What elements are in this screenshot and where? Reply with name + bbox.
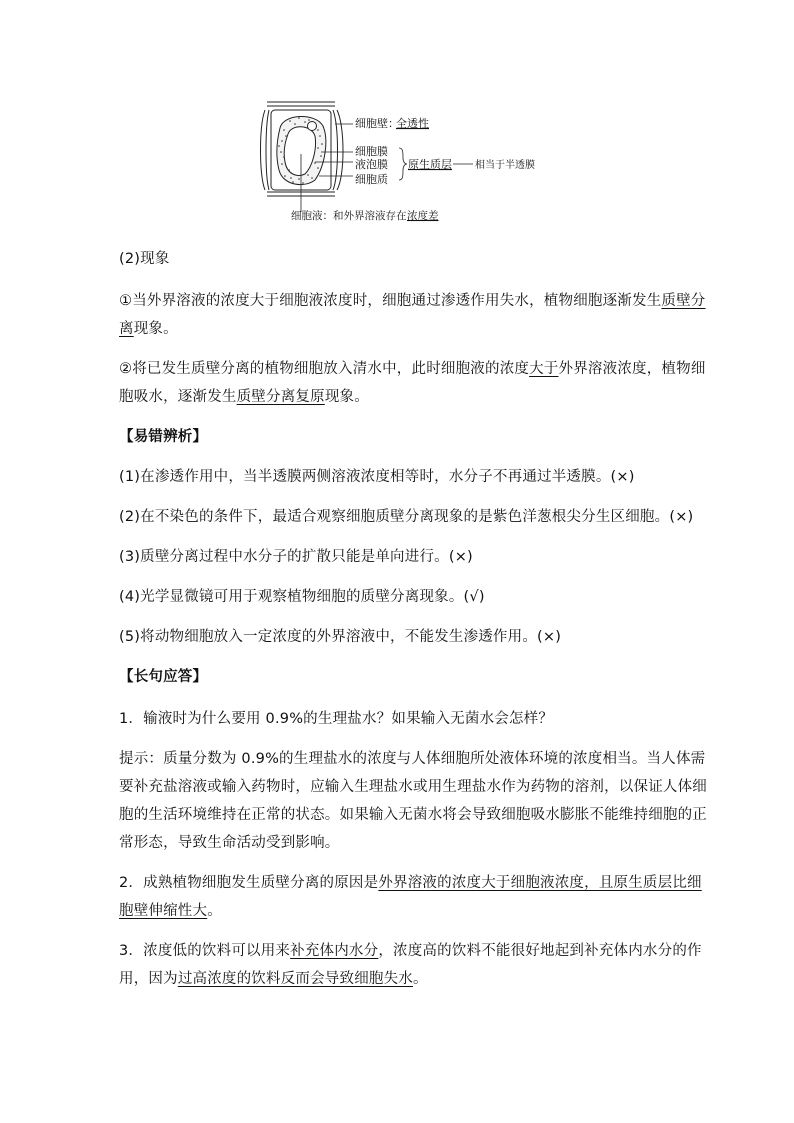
- question-2-answer-cont: 胞壁伸缩性大: [119, 903, 208, 919]
- paragraph-1-line-1: [119, 286, 706, 316]
- paragraph-2-underline-1: 大于: [529, 361, 559, 377]
- paragraph-1-underline: 质壁分: [661, 293, 706, 309]
- label-cell-sap-diff: 浓度差: [407, 210, 439, 222]
- hint-line-3: 胞的生活环境维持在正常的状态。如果输入无菌水将会导致细胞吸水膨胀不能维持细胞的正: [119, 807, 707, 823]
- question-2-text: 2．成熟植物细胞发生质壁分离的原因是: [119, 875, 379, 891]
- errors-heading: 【易错辨析】: [119, 429, 208, 445]
- label-vacuole-membrane: 液泡膜: [355, 158, 388, 171]
- error-item-3: (3)质壁分离过程中水分子的扩散只能是单向进行。(×): [119, 549, 473, 565]
- question-3-answer-1: 补充体内水分: [290, 943, 379, 959]
- label-cell-sap: 细胞液：和外界溶液存在: [291, 210, 407, 222]
- section-heading-phenomenon: (2)现象: [119, 251, 170, 267]
- paragraph-1-text: ①当外界溶液的浓度大于细胞液浓度时，细胞通过渗透作用失水，植物细胞逐渐发生: [119, 293, 662, 309]
- error-item-1: (1)在渗透作用中，当半透膜两侧溶液浓度相等时，水分子不再通过半透膜。(×): [119, 469, 635, 485]
- label-semipermeable: 相当于半透膜: [475, 160, 535, 171]
- long-answer-heading: 【长句应答】: [119, 669, 208, 685]
- error-item-4: (4)光学显微镜可用于观察植物细胞的质壁分离现象。(√): [119, 589, 485, 605]
- paragraph-2-end: 现象。: [324, 389, 369, 405]
- paragraph-1-underline-cont: 离: [119, 321, 134, 337]
- question-3-text: 3．浓度低的饮料可以用来: [119, 943, 291, 959]
- paragraph-1-line-2: [119, 314, 679, 344]
- paragraph-2-line-2: [119, 382, 679, 412]
- label-cell-membrane: 细胞膜: [355, 145, 388, 158]
- question-2-answer: 外界溶液的浓度大于细胞液浓度，且原生质层比细: [378, 875, 702, 891]
- question-3-text-b: ，浓度高的饮料不能很好地起到补充体内水分的作: [378, 943, 702, 959]
- error-item-2: (2)在不染色的条件下，最适合观察细胞质壁分离现象的是紫色洋葱根尖分生区细胞。(×): [119, 509, 694, 525]
- error-item-5: (5)将动物细胞放入一定浓度的外界溶液中，不能发生渗透作用。(×): [119, 629, 562, 645]
- plant-cell-diagram: [255, 96, 545, 226]
- question-2-line-2: [119, 896, 679, 926]
- label-cell-wall: 细胞壁：: [355, 117, 399, 130]
- question-3-answer-2: 过高浓度的饮料反而会导致细胞失水: [177, 971, 414, 987]
- paragraph-2-text-c: 胞吸水，逐渐发生: [119, 389, 237, 405]
- question-2-end: 。: [207, 903, 222, 919]
- question-3-line-2: [119, 964, 679, 994]
- paragraph-1-end: 现象。: [133, 321, 178, 337]
- hint-line-4: 常形态，导致生命活动受到影响。: [119, 835, 340, 851]
- label-protoplast: 原生质层: [408, 158, 452, 171]
- question-3-end: 。: [413, 971, 428, 987]
- label-cell-wall-property: 全透性: [396, 117, 429, 130]
- paragraph-2-underline-2: 质壁分离复原: [236, 389, 325, 405]
- paragraph-2-text-b: 外界溶液浓度，植物细: [558, 361, 706, 377]
- label-cytoplasm: 细胞质: [355, 173, 388, 186]
- paragraph-2-text: ②将已发生质壁分离的植物细胞放入清水中，此时细胞液的浓度: [119, 361, 530, 377]
- paragraph-2-line-1: [119, 354, 706, 384]
- question-3-text-c: 用，因为: [119, 971, 178, 987]
- hint-line-1: 提示：质量分数为 0.9%的生理盐水的浓度与人体细胞所处液体环境的浓度相当。当人体需: [119, 751, 706, 767]
- question-2-line-1: [119, 868, 702, 898]
- question-1: 1．输液时为什么要用 0.9%的生理盐水？如果输入无菌水会怎样？: [119, 711, 554, 727]
- hint-line-2: 要补充盐溶液或输入药物时，应输入生理盐水或用生理盐水作为药物的溶剂，以保证人体细: [119, 779, 707, 795]
- question-3-line-1: [119, 936, 702, 966]
